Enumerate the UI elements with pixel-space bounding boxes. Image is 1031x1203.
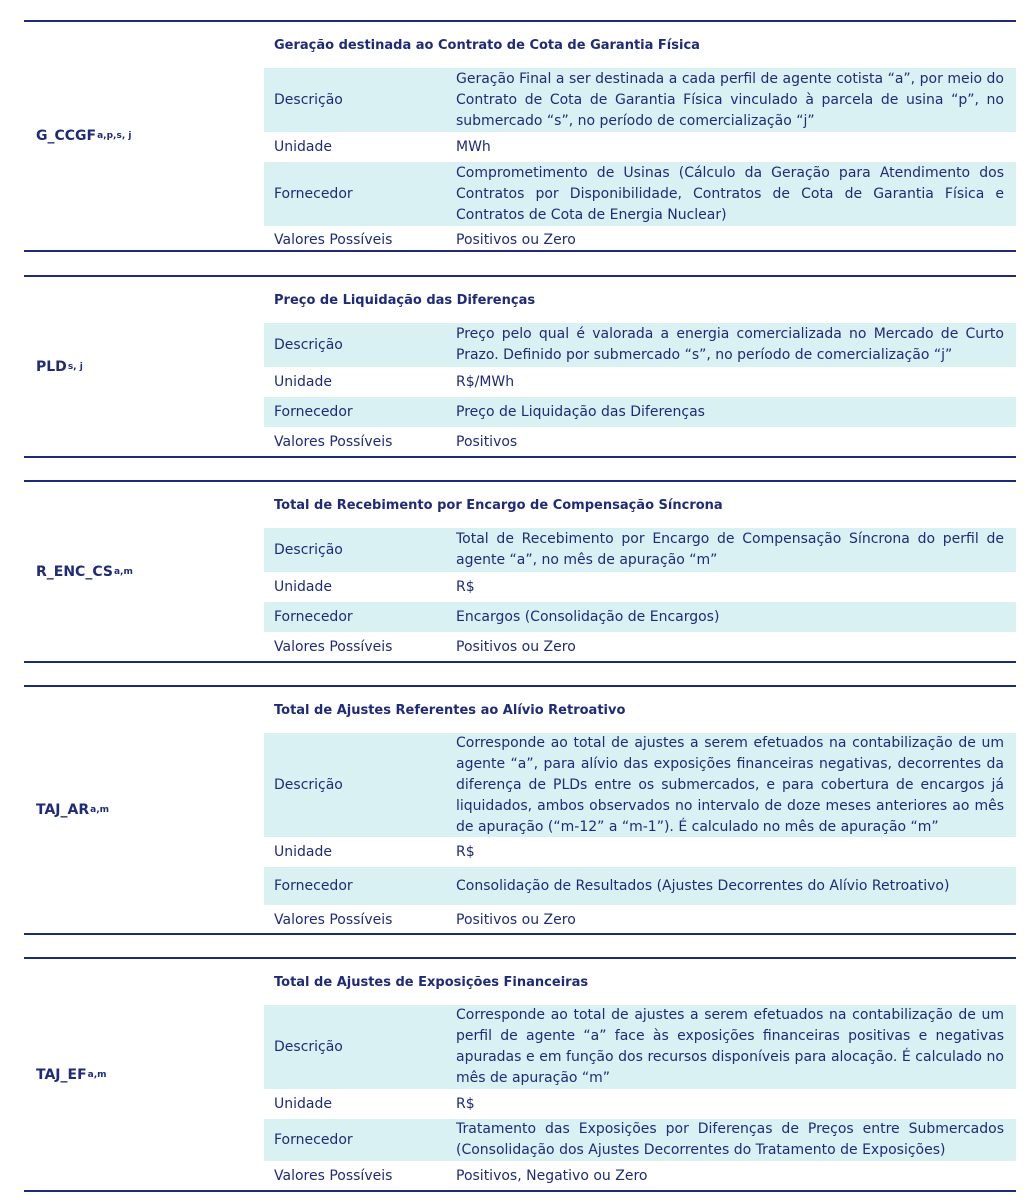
- attribute-label: Fornecedor: [274, 404, 353, 420]
- attribute-value: Positivos ou Zero: [456, 911, 576, 928]
- attribute-label: Valores Possíveis: [274, 912, 393, 928]
- attribute-label: Valores Possíveis: [274, 232, 393, 248]
- attribute-value: Positivos: [456, 433, 518, 450]
- attribute-row: [264, 162, 1016, 226]
- attribute-value: Positivos ou Zero: [456, 231, 576, 248]
- attribute-row: [264, 572, 1016, 602]
- attribute-row: [264, 1119, 1016, 1161]
- attribute-value: Preço pelo qual é valorada a energia comercializada no Mercado de Curto Prazo. Definido por submercado “s”, no período de comercialização “j”: [456, 326, 1004, 363]
- attribute-label: Valores Possíveis: [274, 434, 393, 450]
- variable-block: [24, 685, 1016, 935]
- attribute-rows: [264, 528, 1016, 662]
- attribute-label: Unidade: [274, 844, 332, 860]
- attribute-label: Fornecedor: [274, 878, 353, 894]
- variable-name: [36, 482, 133, 661]
- variable-symbol: R_ENC_CS: [36, 563, 113, 580]
- attribute-row: [264, 733, 1016, 837]
- attribute-row: [264, 602, 1016, 632]
- variable-title: Total de Ajustes Referentes ao Alívio Retroativo: [274, 702, 626, 718]
- attribute-value: Total de Recebimento por Encargo de Compensação Síncrona do perfil de agente “a”, no mês de apuração “m”: [456, 531, 1004, 568]
- variable-subscript: a,m: [90, 805, 109, 815]
- attribute-value: Corresponde ao total de ajustes a serem efetuados na contabilização de um perfil de agente “a” face às exposições financeiras positivas e negativas apuradas e em função dos recursos disponíveis para alocação. É calculado no mês de apuração “m”: [456, 1007, 1004, 1086]
- attribute-value: Consolidação de Resultados (Ajustes Decorrentes do Alívio Retroativo): [456, 877, 950, 894]
- variable-title: Total de Ajustes de Exposições Financeiras: [274, 974, 589, 990]
- attribute-label: Fornecedor: [274, 609, 353, 625]
- attribute-row: [264, 132, 1016, 162]
- attribute-row: [264, 1005, 1016, 1089]
- attribute-value: R$/MWh: [456, 373, 515, 390]
- attribute-row: [264, 867, 1016, 905]
- attribute-label: Unidade: [274, 579, 332, 595]
- variable-block: [24, 20, 1016, 252]
- attribute-row: [264, 397, 1016, 427]
- attribute-label: Valores Possíveis: [274, 1168, 393, 1184]
- attribute-label: Fornecedor: [274, 186, 353, 202]
- attribute-label: Descrição: [274, 337, 343, 353]
- attribute-label: Descrição: [274, 542, 343, 558]
- attribute-label: Descrição: [274, 92, 343, 108]
- variable-symbol: TAJ_EF: [36, 1066, 87, 1083]
- attribute-row: [264, 226, 1016, 254]
- attribute-row: [264, 1161, 1016, 1191]
- attribute-value: Comprometimento de Usinas (Cálculo da Geração para Atendimento dos Contratos por Disponibilidade, Contratos de Cota de Garantia Física e Contratos de Cota de Energia Nuclear): [456, 164, 1004, 223]
- attribute-row: [264, 1089, 1016, 1119]
- attribute-label: Descrição: [274, 777, 343, 793]
- variable-subscript: a,p,s, j: [97, 131, 132, 141]
- variable-title: Preço de Liquidação das Diferenças: [274, 292, 536, 308]
- attribute-row: [264, 837, 1016, 867]
- attribute-value: R$: [456, 843, 475, 860]
- attribute-row: [264, 427, 1016, 457]
- attribute-value: Preço de Liquidação das Diferenças: [456, 403, 705, 420]
- attribute-value: Corresponde ao total de ajustes a serem efetuados na contabilização de um agente “a”, para alívio das exposições financeiras negativas, decorrentes da diferença de PLDs entre os submercados, e para cobertura de encargos já liquidados, ambos observados no intervalo de doze meses anteriores ao mês de apuração (“m-12” a “m-1”). É calculado no mês de apuração “m”: [456, 734, 1004, 835]
- variable-symbol: PLD: [36, 358, 67, 375]
- attribute-rows: [264, 323, 1016, 457]
- attribute-label: Fornecedor: [274, 1132, 353, 1148]
- attribute-value: R$: [456, 1095, 475, 1112]
- attribute-label: Valores Possíveis: [274, 639, 393, 655]
- variable-symbol: TAJ_AR: [36, 802, 90, 818]
- attribute-label: Descrição: [274, 1039, 343, 1055]
- attribute-value: R$: [456, 578, 475, 595]
- attribute-row: [264, 68, 1016, 132]
- attribute-value: Encargos (Consolidação de Encargos): [456, 608, 720, 625]
- attribute-value: MWh: [456, 138, 491, 155]
- attribute-value: Geração Final a ser destinada a cada perfil de agente cotista “a”, por meio do Contrato de Cota de Garantia Física vinculado à parcela de usina “p”, no submercado “s”, no período de comercialização “j”: [456, 70, 1004, 129]
- attribute-value: Tratamento das Exposições por Diferenças de Preços entre Submercados (Consolidação dos Ajustes Decorrentes do Tratamento de Exposições): [456, 1121, 1004, 1158]
- attribute-label: Unidade: [274, 1096, 332, 1112]
- variable-block: [24, 957, 1016, 1192]
- variable-name: [36, 687, 109, 933]
- variable-subscript: s, j: [67, 361, 83, 372]
- attribute-value: Positivos, Negativo ou Zero: [456, 1167, 648, 1184]
- attribute-row: [264, 528, 1016, 572]
- attribute-rows: [264, 733, 1016, 935]
- attribute-row: [264, 367, 1016, 397]
- attribute-rows: [264, 1005, 1016, 1191]
- variable-name: [36, 22, 131, 250]
- variable-subscript: a,m: [113, 566, 133, 577]
- attribute-label: Unidade: [274, 374, 332, 390]
- attribute-label: Unidade: [274, 139, 332, 155]
- attribute-row: [264, 323, 1016, 367]
- attribute-value: Positivos ou Zero: [456, 638, 576, 655]
- variable-title: Geração destinada ao Contrato de Cota de Garantia Física: [274, 37, 700, 53]
- variable-name: [36, 959, 107, 1190]
- variable-subscript: a,m: [87, 1069, 107, 1080]
- attribute-rows: [264, 68, 1016, 254]
- variable-name: [36, 277, 83, 456]
- variable-title: Total de Recebimento por Encargo de Compensação Síncrona: [274, 497, 723, 513]
- attribute-row: [264, 632, 1016, 662]
- variable-block: [24, 480, 1016, 663]
- variable-symbol: G_CCGF: [36, 128, 97, 144]
- variable-block: [24, 275, 1016, 458]
- attribute-row: [264, 905, 1016, 935]
